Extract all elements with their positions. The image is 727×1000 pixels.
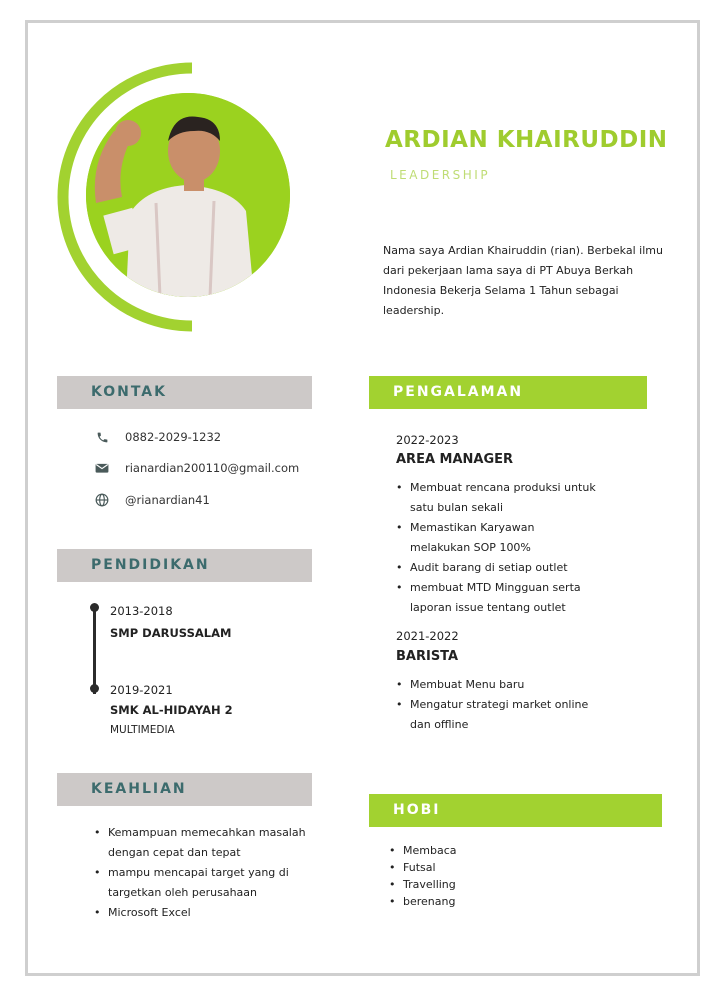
kontak-heading: KONTAK xyxy=(57,376,312,409)
education-years: 2019-2021 xyxy=(110,683,173,697)
contact-email-text: rianardian200110@gmail.com xyxy=(125,461,300,475)
skills-list xyxy=(94,823,319,923)
contact-social[interactable] xyxy=(94,492,210,508)
pengalaman-heading: PENGALAMAN xyxy=(369,376,647,409)
contact-phone[interactable] xyxy=(94,429,221,445)
list-item: • membuat MTD Mingguan serta laporan issue tentang outlet xyxy=(396,578,596,618)
job-tasks-list xyxy=(396,675,596,735)
list-item: • mampu mencapai target yang di targetkan oleh perusahaan xyxy=(94,863,319,903)
contact-social-text: @rianardian41 xyxy=(125,493,210,507)
list-item: • Audit barang di setiap outlet xyxy=(396,558,596,578)
education-school: SMK AL-HIDAYAH 2 xyxy=(110,703,233,717)
education-years: 2013-2018 xyxy=(110,604,173,618)
job-years: 2022-2023 xyxy=(396,433,459,447)
job-position: BARISTA xyxy=(396,649,459,664)
list-item: • Futsal xyxy=(389,859,589,876)
phone-icon xyxy=(94,429,110,445)
profile-bio: Nama saya Ardian Khairuddin (rian). Berbekal ilmu dari pekerjaan lama saya di PT Abuya Berkah Indonesia Bekerja Selama 1 Tahun sebagai leadership. xyxy=(383,244,663,317)
timeline-dot xyxy=(90,603,99,612)
pendidikan-heading: PENDIDIKAN xyxy=(57,549,312,582)
education-school: SMP DARUSSALAM xyxy=(110,626,232,640)
profile-photo xyxy=(86,93,290,297)
profile-role: LEADERSHIP xyxy=(390,168,491,182)
list-item: • Membaca xyxy=(389,842,589,859)
list-item: • Travelling xyxy=(389,876,589,893)
contact-email[interactable] xyxy=(94,460,299,476)
list-item: • berenang xyxy=(389,893,589,910)
hobi-heading: HOBI xyxy=(369,794,662,827)
list-item: • Mengatur strategi market online dan offline xyxy=(396,695,596,735)
hobbies-list xyxy=(389,842,589,910)
timeline-dot xyxy=(90,684,99,693)
job-position: AREA MANAGER xyxy=(396,452,514,467)
keahlian-heading: KEAHLIAN xyxy=(57,773,312,806)
list-item: • Kemampuan memecahkan masalah dengan cepat dan tepat xyxy=(94,823,319,863)
list-item: • Membuat Menu baru xyxy=(396,675,596,695)
list-item: • Memastikan Karyawan melakukan SOP 100% xyxy=(396,518,596,558)
list-item: • Microsoft Excel xyxy=(94,903,319,923)
globe-icon xyxy=(94,492,110,508)
list-item: • Membuat rencana produksi untuk satu bulan sekali xyxy=(396,478,596,518)
education-major: MULTIMEDIA xyxy=(110,724,175,736)
job-years: 2021-2022 xyxy=(396,629,459,643)
contact-phone-text: 0882-2029-1232 xyxy=(125,430,222,444)
job-tasks-list xyxy=(396,478,596,618)
profile-name: ARDIAN KHAIRUDDIN xyxy=(385,127,668,153)
education-timeline xyxy=(93,606,96,694)
mail-icon xyxy=(94,460,110,476)
